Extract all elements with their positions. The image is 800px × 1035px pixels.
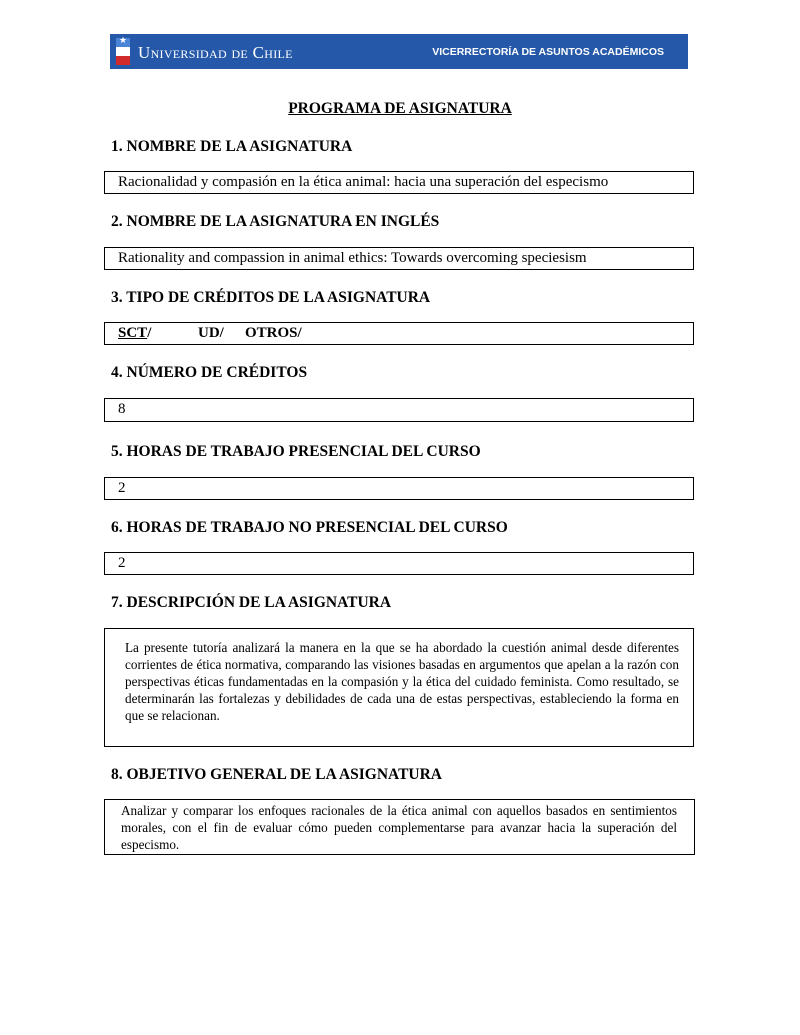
section-4-heading: 4. NÚMERO DE CRÉDITOS [111,364,308,381]
credit-types [118,325,302,342]
university-crest-icon: ★ [116,38,130,65]
section-7-heading: 7. DESCRIPCIÓN DE LA ASIGNATURA [111,594,392,611]
course-name-value: Racionalidad y compasión en la ética animal: hacia una superación del especismo [118,174,609,190]
section-5-heading: 5. HORAS DE TRABAJO PRESENCIAL DEL CURSO [111,443,481,460]
header-banner [110,34,688,69]
section-7-box [104,628,694,747]
office-name: VICERRECTORÍA DE ASUNTOS ACADÉMICOS [432,46,664,58]
credit-type-otros: OTROS/ [245,325,302,341]
credit-type-ud: UD/ [198,325,224,341]
section-3-heading: 3. TIPO DE CRÉDITOS DE LA ASIGNATURA [111,289,431,306]
presential-hours-value: 2 [118,480,126,496]
section-2-box [104,247,694,270]
section-5-box [104,477,694,500]
credits-number-value: 8 [118,401,126,417]
credit-type-sct: SCT [118,325,148,341]
section-6-heading: 6. HORAS DE TRABAJO NO PRESENCIAL DEL CURSO [111,519,508,536]
course-name-english-value: Rationality and compassion in animal ethics: Towards overcoming speciesism [118,250,587,266]
section-1-box [104,171,694,194]
section-8-box [104,799,695,855]
section-1-heading: 1. NOMBRE DE LA ASIGNATURA [111,138,353,155]
section-8-heading: 8. OBJETIVO GENERAL DE LA ASIGNATURA [111,766,443,783]
general-objective: Analizar y comparar los enfoques racionales de la ética animal con aquellos basados en sentimientos morales, con el fin de evaluar cómo pueden complementarse para avanzar hacia la superación del especismo. [121,803,677,852]
document-title: PROGRAMA DE ASIGNATURA [288,100,512,117]
course-description: La presente tutoría analizará la manera en la que se ha abordado la cuestión animal desde diferentes corrientes de ética normativa, comparando las visiones basadas en argumentos que apelan a la razón con perspectivas éticas fundamentadas en la compasión y la ética del cuidado feminista. Como resultado, se determinarán las fortalezas y debilidades de cada una de estas perspectivas, estableciendo la forma en que se relacionan. [125,640,679,723]
credit-type-sct-separator: / [147,325,152,341]
section-2-heading: 2. NOMBRE DE LA ASIGNATURA EN INGLÉS [111,213,440,230]
section-6-box [104,552,694,575]
section-4-box [104,398,694,422]
university-name: Universidad de Chile [138,43,293,62]
non-presential-hours-value: 2 [118,555,126,571]
section-3-box [104,322,694,345]
